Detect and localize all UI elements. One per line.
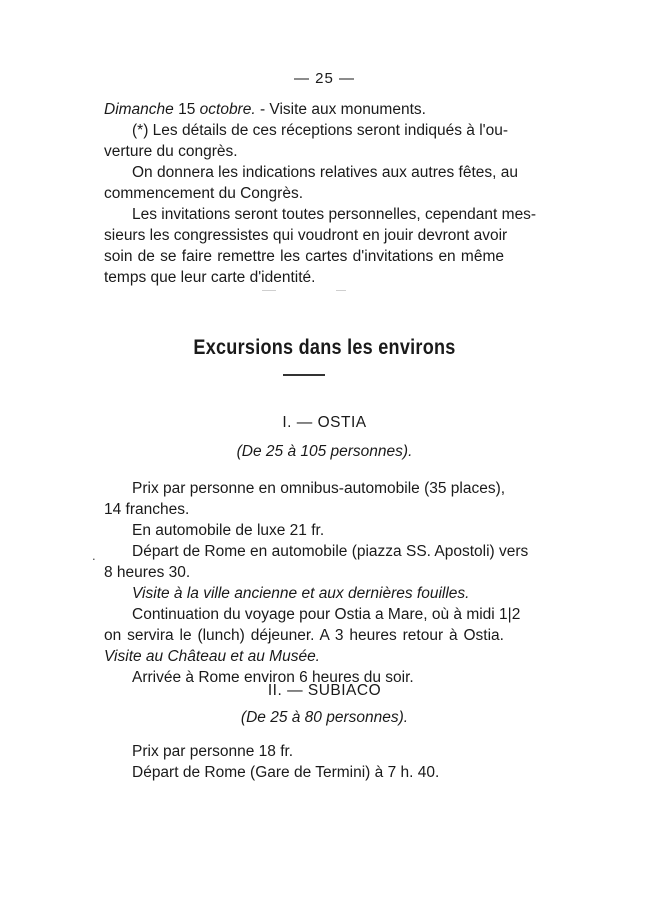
excursion2-text-block	[104, 741, 504, 783]
section-title-rule	[283, 374, 325, 376]
paragraph3-line-2: sieurs les congressistes qui voudront en jouir devront avoir	[104, 227, 508, 244]
paragraph2-line-2: commencement du Congrès.	[104, 185, 304, 202]
excursion1-line-4: Départ de Rome en automobile (piazza SS. Apostoli) vers	[132, 543, 529, 560]
excursion2-line-2: Départ de Rome (Gare de Termini) à 7 h. 40.	[132, 764, 440, 781]
paragraph3-line-1: Les invitations seront toutes personnelles, cependant mes-	[132, 206, 537, 223]
stray-mark: .	[92, 548, 96, 563]
intro-line-1	[104, 99, 504, 120]
intro-month: octobre.	[199, 101, 256, 118]
excursion2-subtitle: (De 25 à 80 personnes).	[240, 709, 409, 726]
excursion1-line-10: Arrivée à Rome environ 6 heures du soir.	[132, 669, 414, 686]
excursion1-subtitle: (De 25 à 105 personnes).	[236, 443, 413, 460]
faint-dash-left	[262, 290, 276, 291]
excursion1-line-7: Continuation du voyage pour Ostia a Mare, où à midi 1|2	[132, 606, 521, 623]
excursion1-title: I. — OSTIA	[282, 414, 367, 431]
paragraph2-line-1: On donnera les indications relatives aux autres fêtes, au	[132, 164, 519, 181]
excursion1-line-5: 8 heures 30.	[104, 564, 191, 581]
excursion1-line-8: on servira le (lunch) déjeuner. A 3 heures retour à Ostia.	[104, 627, 504, 644]
intro-day: Dimanche	[104, 101, 174, 118]
excursion2-title: II. — SUBIACO	[267, 682, 382, 699]
intro-date-number: 15	[173, 101, 200, 118]
footnote-line-2: verture du congrès.	[104, 143, 238, 160]
excursion1-line-1: Prix par personne en omnibus-automobile (35 places),	[132, 480, 506, 497]
excursion1-line-9: Visite au Château et au Musée.	[104, 648, 320, 665]
footnote-line-1: (*) Les détails de ces réceptions seront indiqués à l'ou-	[132, 122, 509, 139]
intro-text-block	[104, 99, 537, 288]
page-number: — 25 —	[293, 70, 356, 87]
excursion1-line-6: Visite à la ville ancienne et aux dernières fouilles.	[132, 585, 470, 602]
excursion1-line-2: 14 franches.	[104, 501, 190, 518]
excursion1-line-3: En automobile de luxe 21 fr.	[132, 522, 325, 539]
excursion1-text-block	[104, 478, 529, 688]
section-title: Excursions dans les environs	[193, 336, 456, 359]
faint-dash-right	[336, 290, 346, 291]
intro-visit: - Visite aux monuments.	[255, 101, 426, 118]
paragraph3-line-3: soin de se faire remettre les cartes d'invitations en même	[104, 248, 504, 265]
excursion2-line-1: Prix par personne 18 fr.	[132, 743, 294, 760]
paragraph3-line-4: temps que leur carte d'identité.	[104, 269, 316, 286]
